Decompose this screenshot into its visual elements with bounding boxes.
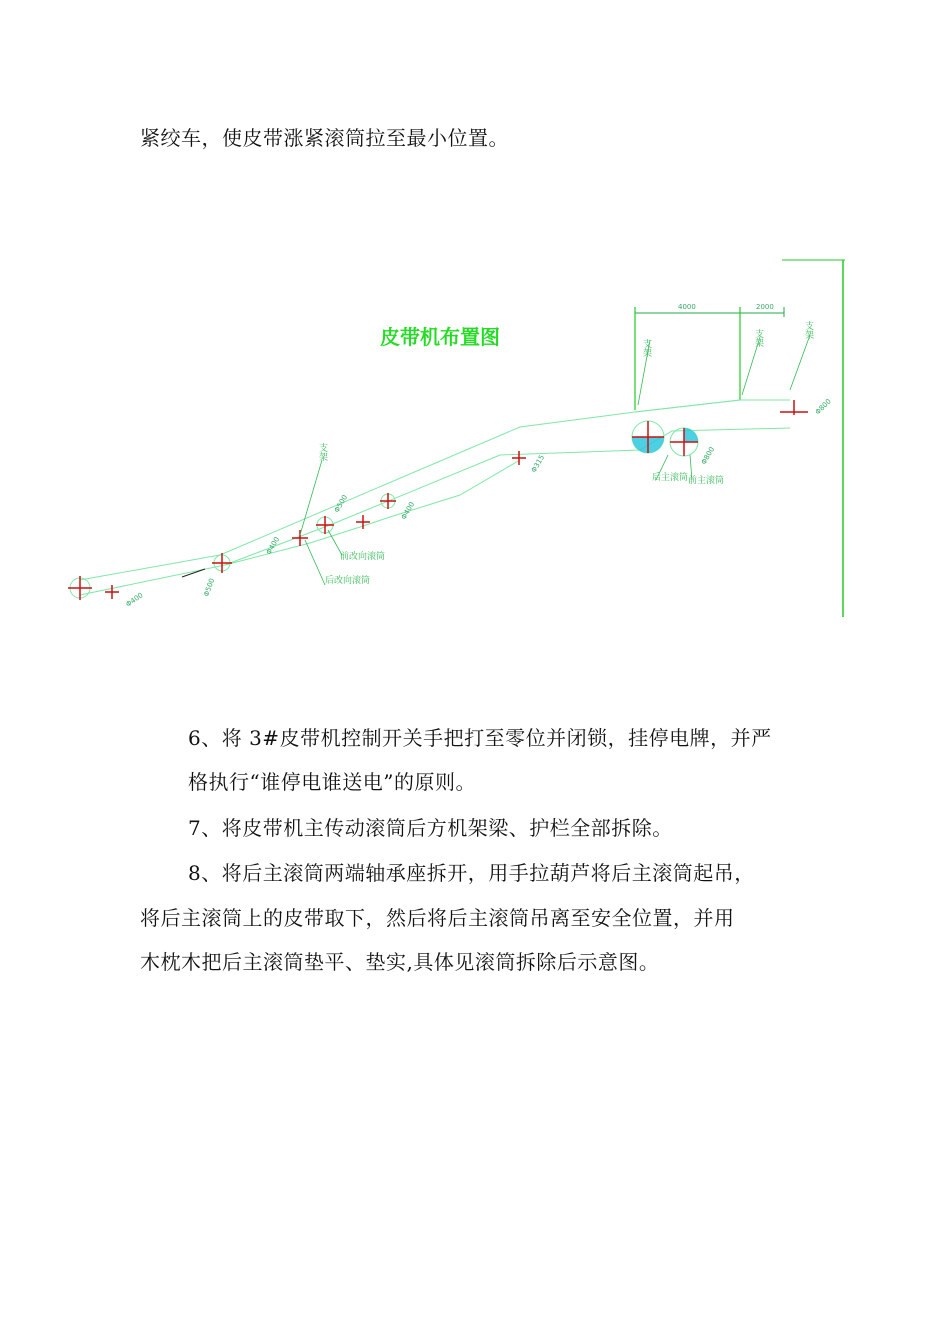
belt-upper [80, 400, 790, 580]
diameter-label: Φ400 [399, 500, 417, 521]
dimension-text: 4000 [678, 303, 696, 311]
component-label: 支架 [753, 329, 763, 347]
component-label: 支架 [641, 339, 651, 357]
paragraph-line: 8、将后主滚筒两端轴承座拆开，用手拉葫芦将后主滚筒起吊， [188, 861, 755, 885]
component-label: 后主滚筒 [652, 473, 689, 483]
diameter-label: Φ800 [699, 445, 717, 466]
roller [356, 515, 370, 529]
paragraph-line: 6、将 3#皮带机控制开关手把打至零位并闭锁，挂停电牌，并严 [188, 726, 772, 750]
conveyor-layout-diagram [60, 255, 860, 625]
pulley-tail [68, 576, 92, 600]
belt-upper-return [635, 400, 740, 412]
paragraph-line: 格执行“谁停电谁送电”的原则。 [188, 770, 476, 794]
diameter-label: Φ500 [332, 493, 350, 514]
paragraph-line: 7、将皮带机主传动滚筒后方机架梁、护栏全部拆除。 [188, 816, 673, 840]
diameter-label: Φ400 [124, 591, 145, 609]
leader-line [305, 540, 325, 585]
component-label: 后改向滚筒 [325, 576, 371, 586]
roller [292, 530, 308, 546]
diameter-label: Φ315 [529, 453, 547, 474]
component-label: 前改向滚筒 [340, 552, 386, 562]
pulley-rear-main [632, 421, 664, 453]
leader-line [300, 460, 322, 535]
component-label: 支架 [803, 321, 813, 339]
paragraph-line: 木枕木把后主滚筒垫平、垫实,具体见滚筒拆除后示意图。 [140, 950, 660, 974]
diameter-label: Φ500 [202, 577, 217, 598]
roller [316, 516, 334, 534]
paragraph-line: 紧绞车，使皮带涨紧滚筒拉至最小位置。 [140, 126, 509, 150]
diameter-label: Φ800 [813, 397, 833, 417]
roller [380, 493, 396, 509]
dimension-text: 2000 [756, 303, 774, 311]
leader-line [790, 335, 810, 390]
component-label: 前主滚筒 [688, 476, 725, 486]
pulley-discharge [780, 400, 808, 415]
component-label: 支架 [317, 443, 327, 461]
pulley-front-main [670, 428, 698, 456]
diagram-title: 皮带机布置图 [380, 325, 500, 349]
paragraph-line: 将后主滚筒上的皮带取下，然后将后主滚筒吊离至安全位置，并用 [140, 906, 735, 930]
diameter-label: Φ400 [264, 535, 282, 556]
